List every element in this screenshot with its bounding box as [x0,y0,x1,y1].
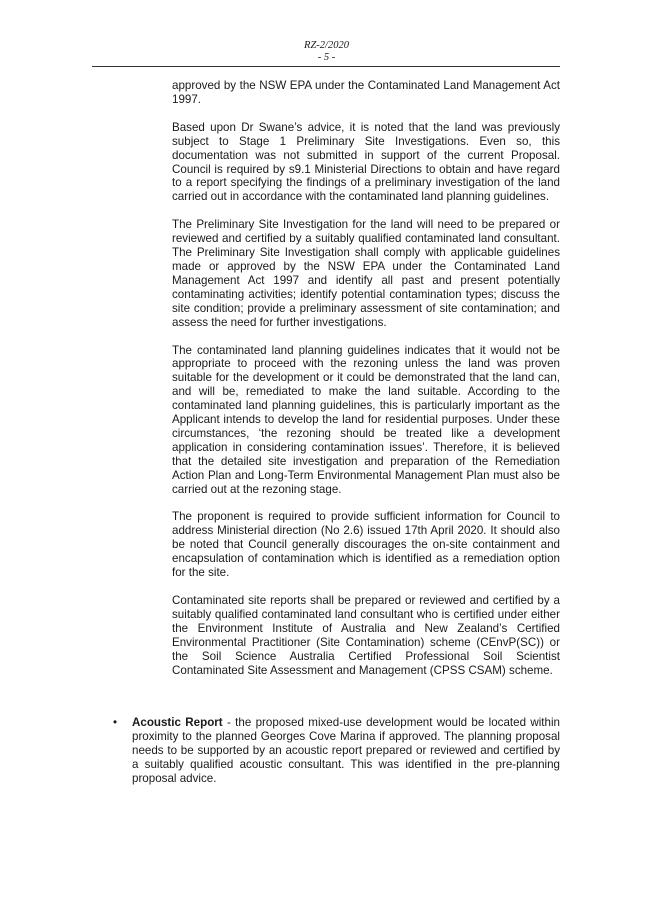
header-divider [92,66,560,67]
contamination-section [172,79,560,691]
acoustic-report-text [132,716,560,786]
acoustic-report-body: - the proposed mixed-use development would be located within proximity to the planned Georges Cove Marina if approved. The planning proposal needs to be supported by an acoustic report prepared or reviewed and certified by a suitably qualified acoustic consultant. This was identified in the pre-planning proposal advice. [132,716,560,785]
paragraph-preliminary-investigation: The Preliminary Site Investigation for the land will need to be prepared or reviewed and certified by a suitably qualified contaminated land consultant. The Preliminary Site Investigation shall comply with applicable guidelines made or approved by the NSW EPA under the Contaminated Land Management Act 1997 and identify all past and present potentially contaminating activities; identify potential contamination types; discuss the site condition; provide a preliminary assessment of site contamination; and assess the need for further investigations. [172,218,560,329]
paragraph-planning-guidelines: The contaminated land planning guidelines indicates that it would not be appropriate to proceed with the rezoning unless the land was proven suitable for the development or it could be demonstrated that the land can, and will be, remediated to make the land suitable. According to the contaminated land planning guidelines, this is particularly important as the Applicant intends to develop the land for residential purposes. Under these circumstances, ‘the rezoning should be treated like a development application in considering contamination issues’. Therefore, it is believed that the detailed site investigation and preparation of the Remediation Action Plan and Long-Term Environmental Management Plan must also be carried out at the rezoning stage. [172,343,560,496]
acoustic-report-heading: Acoustic Report [132,716,223,729]
page-number: - 5 - [317,52,336,63]
paragraph-continuation: approved by the NSW EPA under the Contaminated Land Management Act 1997. [172,79,560,106]
bullet-marker: • [113,716,118,729]
paragraph-ministerial-direction: The proponent is required to provide sufficient information for Council to address Ministerial direction (No 2.6) issued 17th April 2020. It should also be noted that Council generally discourages the on-site containment and encapsulation of contamination which is identified as a remediation option for the site. [172,510,560,580]
document-reference: RZ-2/2020 [304,40,349,51]
page-header [0,40,653,64]
list-item-acoustic-report [108,716,560,786]
paragraph-site-reports: Contaminated site reports shall be prepared or reviewed and certified by a suitably qualified contaminated land consultant who is certified under either the Environment Institute of Australia and New Zealand’s Certified Environmental Practitioner (Site Contamination) scheme (CEnvP(SC)) or the Soil Science Australia Certified Professional Soil Scientist Contaminated Site Assessment and Management (CPSS CSAM) scheme. [172,594,560,677]
paragraph-swane-advice: Based upon Dr Swane’s advice, it is noted that the land was previously subject to Stage 1 Preliminary Site Investigations. Even so, this documentation was not submitted in support of the current Proposal. Council is required by s9.1 Ministerial Directions to obtain and have regard to a report specifying the findings of a preliminary investigation of the land carried out in accordance with the contaminated land planning guidelines. [172,120,560,204]
